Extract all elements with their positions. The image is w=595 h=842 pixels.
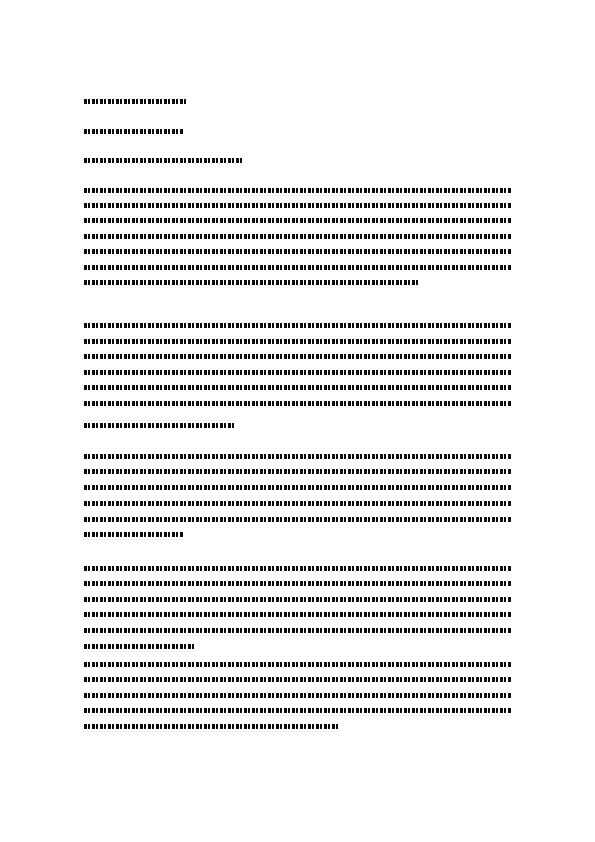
paragraph-line xyxy=(84,612,512,617)
paragraph-line xyxy=(84,401,512,406)
paragraph-line xyxy=(84,323,512,328)
header-line-2 xyxy=(84,129,184,134)
paragraph-line xyxy=(84,423,236,428)
header-line-3 xyxy=(84,158,244,163)
paragraph-line xyxy=(84,339,512,344)
paragraph-line xyxy=(84,644,194,649)
paragraph-line xyxy=(84,249,512,254)
paragraph-line xyxy=(84,454,512,459)
paragraph-line xyxy=(84,724,340,729)
paragraph-line xyxy=(84,265,512,270)
paragraph-line xyxy=(84,385,512,390)
paragraph-line xyxy=(84,234,512,239)
paragraph-line xyxy=(84,708,512,713)
paragraph-line xyxy=(84,693,512,698)
paragraph-line xyxy=(84,280,418,285)
paragraph-line xyxy=(84,597,512,602)
paragraph-line xyxy=(84,188,512,193)
paragraph-line xyxy=(84,581,512,586)
paragraph-line xyxy=(84,485,512,490)
paragraph-line xyxy=(84,566,512,571)
paragraph-line xyxy=(84,354,512,359)
paragraph-line xyxy=(84,203,512,208)
paragraph-line xyxy=(84,517,512,522)
paragraph-line xyxy=(84,218,512,223)
paragraph-line xyxy=(84,677,512,682)
paragraph-line xyxy=(84,370,512,375)
header-line-1 xyxy=(84,99,188,104)
paragraph-line xyxy=(84,469,512,474)
paragraph-line xyxy=(84,628,512,633)
paragraph-line xyxy=(84,501,512,506)
paragraph-line xyxy=(84,662,512,667)
paragraph-line xyxy=(84,532,184,537)
